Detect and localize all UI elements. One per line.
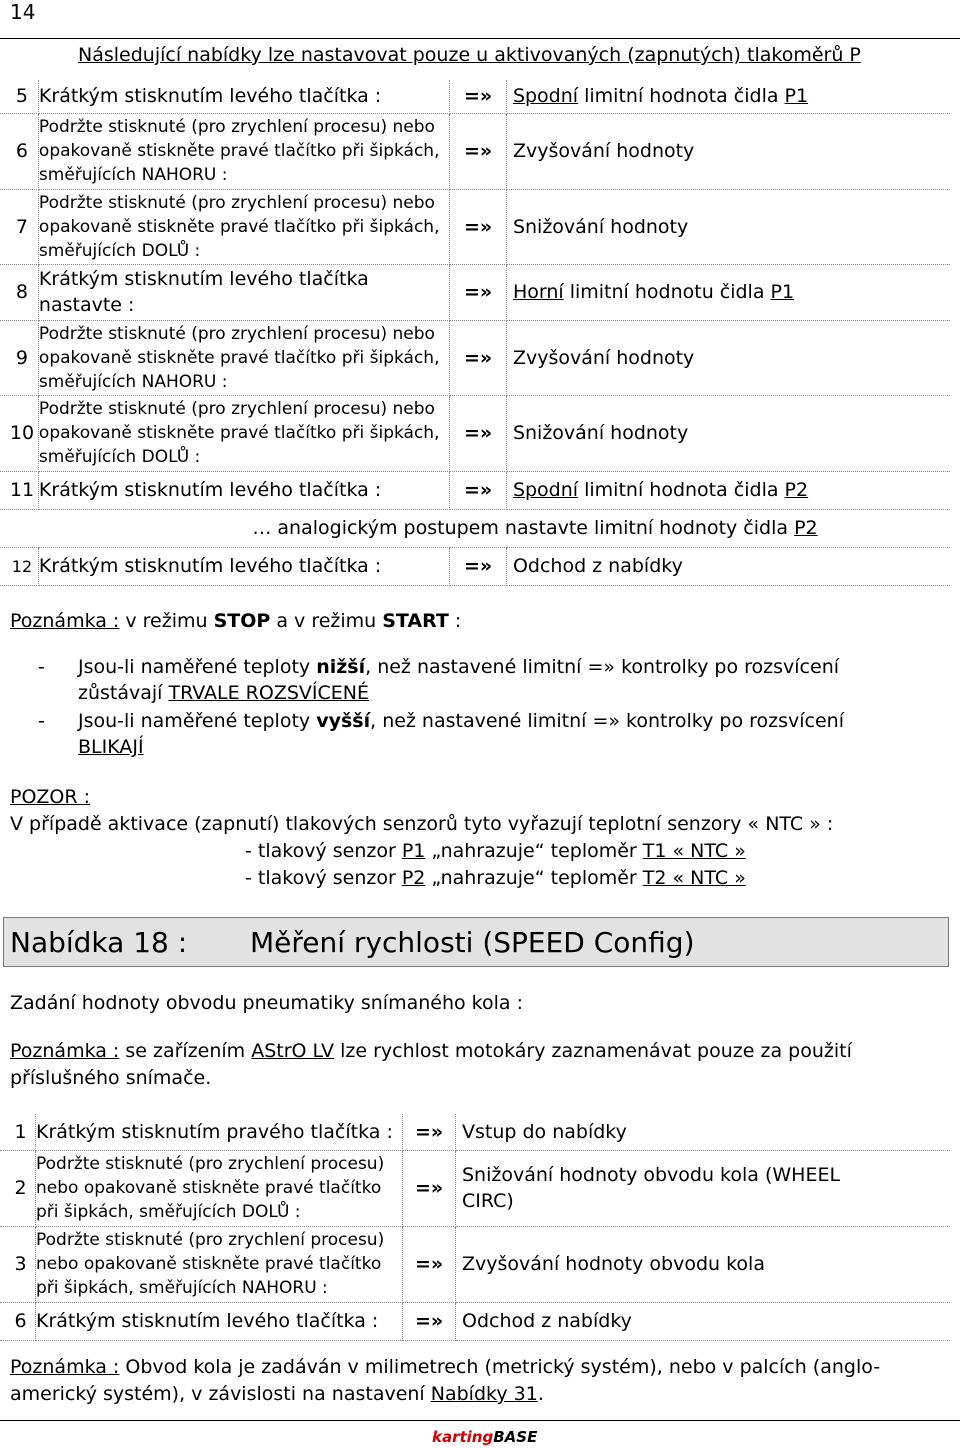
table-row xyxy=(0,1150,950,1226)
item-text: zůstávají xyxy=(78,682,169,704)
step-action: Krátkým stisknutím levého tlačítka : xyxy=(38,471,449,509)
step-result: Spodní limitní hodnota čidla P1 xyxy=(506,80,950,113)
arrow: =» xyxy=(450,80,507,113)
note-text: . xyxy=(537,1383,544,1405)
step-result: Zvyšování hodnoty obvodu kola xyxy=(456,1226,951,1302)
menu-title: Měření rychlosti (SPEED Config) xyxy=(250,926,695,959)
page-number: 14 xyxy=(10,0,36,24)
step-action: Krátkým stisknutím pravého tlačítka : xyxy=(36,1114,403,1150)
menu-18-heading xyxy=(3,917,949,967)
step-result: Horní limitní hodnotu čidla P1 xyxy=(506,264,950,320)
step-number: 2 xyxy=(0,1150,36,1226)
line-text: „nahrazuje“ teploměr xyxy=(425,867,643,889)
stop-mode: STOP xyxy=(213,610,271,632)
arrow: =» xyxy=(450,320,507,395)
note-text: v režimu xyxy=(119,610,214,632)
table-row xyxy=(0,113,950,189)
step-result: Spodní limitní hodnota čidla P2 xyxy=(506,471,950,509)
list-item xyxy=(0,708,940,760)
item-bold: vyšší xyxy=(316,710,371,732)
arrow: =» xyxy=(450,189,507,264)
arrow: =» xyxy=(450,264,507,320)
step-action: Podržte stisknuté (pro zrychlení procesu) nebo opakovaně stiskněte pravé tlačítko při šipkách, směřujících DOLŮ : xyxy=(38,395,449,471)
note-device xyxy=(10,1038,910,1092)
table-row xyxy=(0,189,950,264)
arrow: =» xyxy=(403,1114,456,1150)
step-action: Podržte stisknuté (pro zrychlení procesu) nebo opakovaně stiskněte pravé tlačítko při šipkách, směřujících NAHORU : xyxy=(38,320,449,395)
table-row xyxy=(0,509,950,547)
item-text: Jsou-li naměřené teploty xyxy=(78,656,317,678)
step-number: 9 xyxy=(0,320,38,395)
table-row xyxy=(0,1114,950,1150)
step-number: 10 xyxy=(0,395,38,471)
analog-note: … analogickým postupem nastavte limitní hodnoty čidla P2 xyxy=(0,509,950,547)
table-row xyxy=(0,264,950,320)
note-text: a v režimu xyxy=(270,610,383,632)
arrow: =» xyxy=(403,1302,456,1340)
step-number: 6 xyxy=(0,113,38,189)
step-result: Zvyšování hodnoty xyxy=(506,113,950,189)
table-row xyxy=(0,547,950,585)
note-wheel-units xyxy=(10,1354,940,1408)
item-underlined: BLIKAJÍ xyxy=(78,736,144,758)
step-number: 8 xyxy=(0,264,38,320)
step-action: Podržte stisknuté (pro zrychlení procesu) nebo opakovaně stiskněte pravé tlačítko při šipkách, směřujících DOLŮ : xyxy=(38,189,449,264)
item-text: Jsou-li naměřené teploty xyxy=(78,710,317,732)
step-result: Vstup do nabídky xyxy=(456,1114,951,1150)
step-result: Snižování hodnoty xyxy=(506,189,950,264)
note-stop-start xyxy=(10,610,461,632)
line-text: - tlakový senzor xyxy=(245,840,402,862)
pozor-label: POZOR : xyxy=(10,786,91,808)
table-row xyxy=(0,320,950,395)
wheel-input-text: Zadání hodnoty obvodu pneumatiky snímaného kola : xyxy=(10,992,523,1014)
header-rule xyxy=(0,38,960,39)
arrow: =» xyxy=(450,547,507,585)
table-row xyxy=(0,395,950,471)
note-label: Poznámka : xyxy=(10,1040,120,1062)
item-bold: nižší xyxy=(316,656,366,678)
settings-table-2 xyxy=(0,1114,950,1341)
pozor-line-2 xyxy=(245,867,746,889)
sensor-ref: P1 xyxy=(401,840,426,862)
step-action: Podržte stisknuté (pro zrychlení procesu) nebo opakovaně stiskněte pravé tlačítko při šipkách, směřujících NAHORU : xyxy=(38,113,449,189)
settings-table-1 xyxy=(0,80,950,586)
step-result: Snižování hodnoty obvodu kola (WHEEL CIRC) xyxy=(456,1150,951,1226)
note-label: Poznámka : xyxy=(10,1356,120,1378)
step-number: 7 xyxy=(0,189,38,264)
item-text: , než nastavené limitní =» kontrolky po rozsvícení xyxy=(365,656,840,678)
bullet-dash: - xyxy=(38,710,45,732)
pozor-text: V případě aktivace (zapnutí) tlakových senzorů tyto vyřazují teplotní senzory « NTC » : xyxy=(10,813,834,835)
menu-label: Nabídka 18 : xyxy=(10,926,188,959)
line-text: - tlakový senzor xyxy=(245,867,402,889)
arrow: =» xyxy=(450,471,507,509)
step-result: Odchod z nabídky xyxy=(506,547,950,585)
step-number: 12 xyxy=(0,547,38,585)
arrow: =» xyxy=(403,1150,456,1226)
note-text: Obvod kola je zadáván v milimetrech (metrický systém), nebo v palcích (anglo-americký systém), v závislosti na nastavení xyxy=(10,1356,881,1405)
step-action: Krátkým stisknutím levého tlačítka : xyxy=(38,547,449,585)
menu-31-link[interactable]: Nabídky 31 xyxy=(430,1383,538,1405)
note-text: lze rychlost motokáry zaznamenávat pouze za použití příslušného snímače. xyxy=(10,1040,852,1089)
step-action: Krátkým stisknutím levého tlačítka nastavte : xyxy=(38,264,449,320)
logo-karting: karting xyxy=(432,1428,494,1446)
item-text: , než nastavené limitní =» kontrolky po rozsvícení xyxy=(370,710,844,732)
start-mode: START xyxy=(382,610,449,632)
step-result: Zvyšování hodnoty xyxy=(506,320,950,395)
note-text: se zařízením xyxy=(119,1040,252,1062)
item-underlined: TRVALE ROZSVÍCENÉ xyxy=(168,682,370,704)
step-action: Krátkým stisknutím levého tlačítka : xyxy=(38,80,449,113)
arrow: =» xyxy=(450,113,507,189)
note-text: : xyxy=(448,610,462,632)
line-text: „nahrazuje“ teploměr xyxy=(425,840,643,862)
arrow: =» xyxy=(450,395,507,471)
table-row xyxy=(0,1302,950,1340)
sensor-ref: P2 xyxy=(401,867,426,889)
table-row xyxy=(0,1226,950,1302)
step-number: 11 xyxy=(0,471,38,509)
step-number: 5 xyxy=(0,80,38,113)
step-action: Krátkým stisknutím levého tlačítka : xyxy=(36,1302,403,1340)
footer-rule xyxy=(0,1420,960,1421)
thermometer-ref: T2 « NTC » xyxy=(642,867,746,889)
arrow: =» xyxy=(403,1226,456,1302)
step-action: Podržte stisknuté (pro zrychlení procesu) nebo opakovaně stiskněte pravé tlačítko při šipkách, směřujících NAHORU : xyxy=(36,1226,403,1302)
step-number: 1 xyxy=(0,1114,36,1150)
table-row xyxy=(0,80,950,113)
device-name: AStrO LV xyxy=(251,1040,335,1062)
intro-text: Následující nabídky lze nastavovat pouze u aktivovaných (zapnutých) tlakoměrů P xyxy=(78,44,861,66)
step-result: Snižování hodnoty xyxy=(506,395,950,471)
pozor-line-1 xyxy=(245,840,746,862)
bullet-dash: - xyxy=(38,656,45,678)
thermometer-ref: T1 « NTC » xyxy=(642,840,746,862)
step-number: 3 xyxy=(0,1226,36,1302)
step-number: 6 xyxy=(0,1302,36,1340)
table-row xyxy=(0,471,950,509)
step-result: Odchod z nabídky xyxy=(456,1302,951,1340)
step-action: Podržte stisknuté (pro zrychlení procesu) nebo opakovaně stiskněte pravé tlačítko při šipkách, směřujících DOLŮ : xyxy=(36,1150,403,1226)
list-item xyxy=(0,654,940,706)
kartingbase-logo xyxy=(432,1428,537,1446)
note-label: Poznámka : xyxy=(10,610,120,632)
logo-base: BASE xyxy=(493,1428,538,1446)
